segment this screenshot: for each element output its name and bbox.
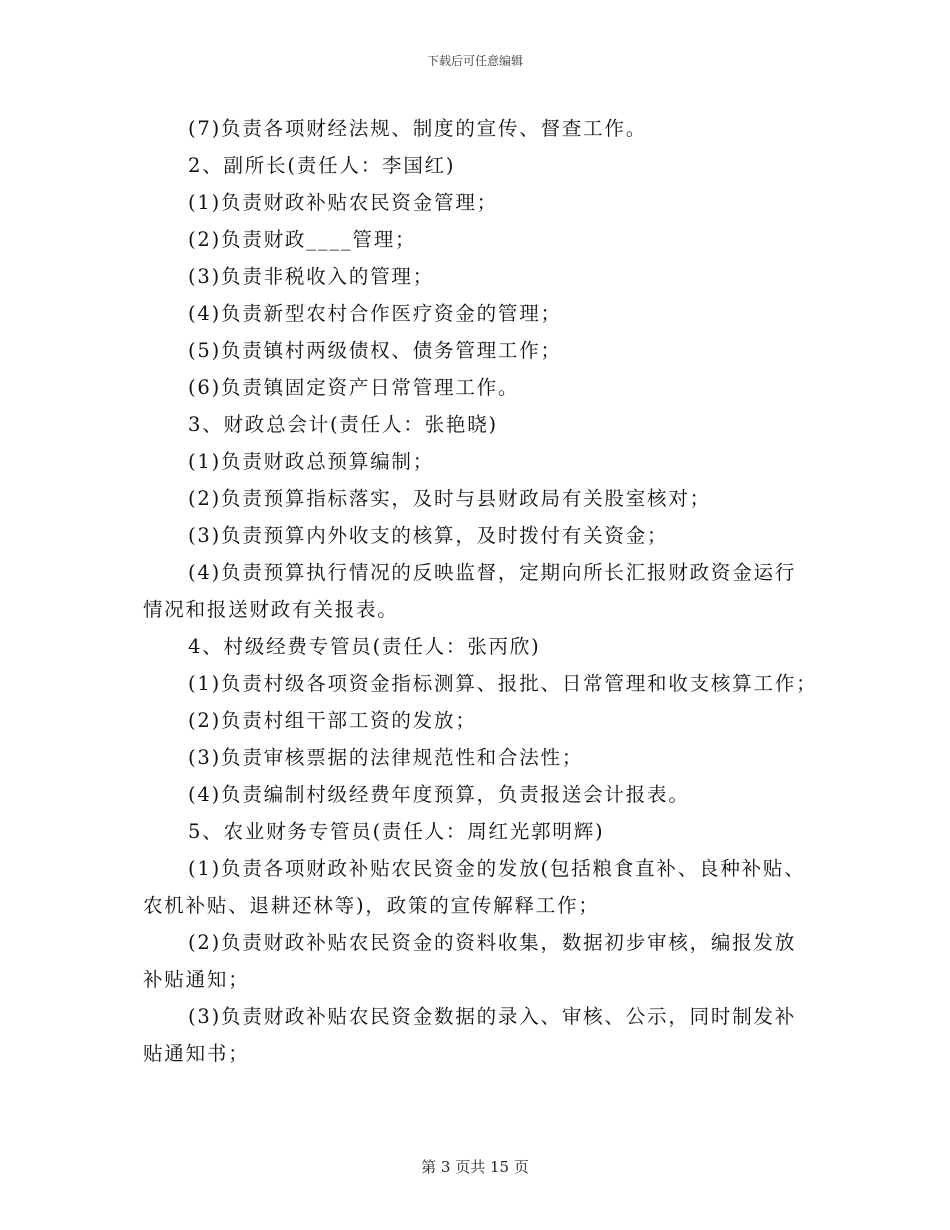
text-line: (3)负责财政补贴农民资金数据的录入、审核、公示，同时制发补 [188, 1005, 797, 1028]
document-body [143, 110, 818, 1072]
text-line: (3)负责非税收入的管理； [188, 265, 435, 288]
section-heading: 2、副所长(责任人：李国红) [188, 154, 456, 177]
text-line: (1)负责财政总预算编制； [188, 450, 435, 473]
section-heading: 4、村级经费专管员(责任人：张丙欣) [188, 635, 541, 658]
text-line: (7)负责各项财经法规、制度的宣传、督查工作。 [188, 117, 648, 140]
text-line-continuation: 农机补贴、退耕还林等)，政策的宣传解释工作； [143, 894, 600, 917]
text-line: (3)负责预算内外收支的核算，及时拨付有关资金； [188, 524, 669, 547]
text-line-continuation: 补贴通知； [143, 968, 250, 991]
text-line: (1)负责各项财政补贴农民资金的发放(包括粮食直补、良种补贴、 [188, 857, 806, 880]
text-line: (4)负责新型农村合作医疗资金的管理； [188, 302, 562, 325]
page-number: 第 3 页共 15 页 [421, 1158, 529, 1176]
text-line: (1)负责财政补贴农民资金管理； [188, 191, 498, 214]
text-line: (2)负责财政补贴农民资金的资料收集，数据初步审核，编报发放 [188, 931, 797, 954]
text-line-continuation: 贴通知书； [143, 1042, 250, 1065]
text-line: (1)负责村级各项资金指标测算、报批、日常管理和收支核算工作； [188, 672, 818, 695]
text-line: (4)负责编制村级经费年度预算，负责报送会计报表。 [188, 783, 690, 806]
text-line: (4)负责预算执行情况的反映监督，定期向所长汇报财政资金运行 [188, 561, 797, 584]
section-heading: 3、财政总会计(责任人：张艳晓) [188, 413, 498, 436]
section-heading: 5、农业财务专管员(责任人：周红光郭明辉) [188, 820, 605, 843]
text-line: (2)负责村组干部工资的发放； [188, 709, 477, 732]
text-line: (6)负责镇固定资产日常管理工作。 [188, 376, 520, 399]
text-line: (5)负责镇村两级债权、债务管理工作； [188, 339, 562, 362]
text-line-continuation: 情况和报送财政有关报表。 [143, 598, 399, 621]
text-line: (3)负责审核票据的法律规范性和合法性； [188, 746, 584, 769]
page-header: 下载后可任意编辑 [426, 54, 523, 68]
text-line: (2)负责预算指标落实，及时与县财政局有关股室核对； [188, 487, 711, 510]
text-line: (2)负责财政____管理； [188, 228, 417, 251]
